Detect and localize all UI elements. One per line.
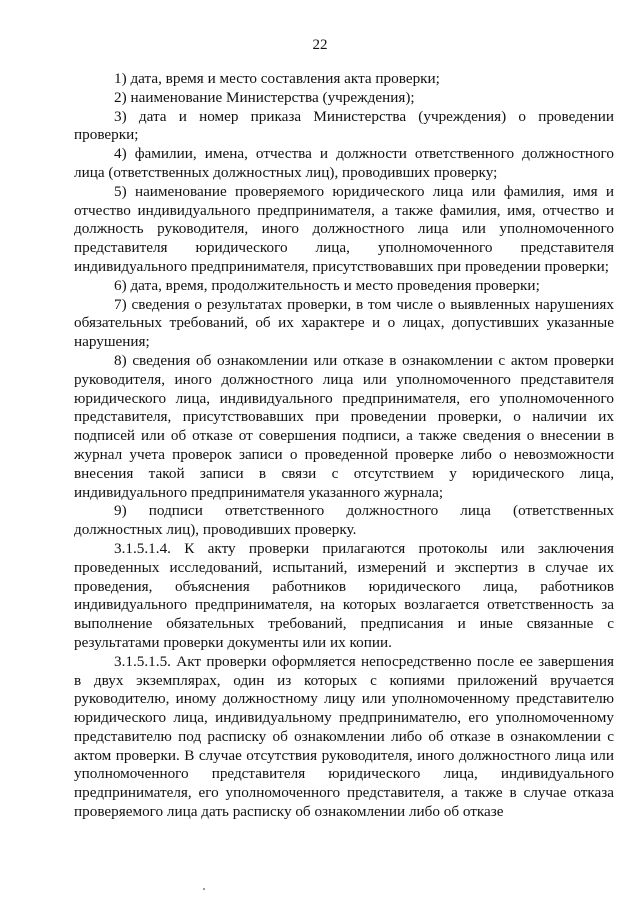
paragraph-item-9: 9) подписи ответственного должностного лица (ответственных должностных лиц), проводивших проверку.	[74, 502, 614, 539]
paragraph-item-2: 2) наименование Министерства (учреждения);	[114, 88, 415, 106]
paragraph-item-7: 7) сведения о результатах проверки, в том числе о выявленных нарушениях обязательных требований, об их характере и о лицах, допустивших указанные нарушения;	[74, 295, 614, 351]
body-text	[74, 70, 614, 822]
scan-speck	[203, 888, 205, 890]
paragraph-item-1: 1) дата, время и место составления акта проверки;	[114, 70, 440, 87]
page-number: 22	[312, 37, 328, 53]
paragraph-item-3: 3) дата и номер приказа Министерства (учреждения) о проведении проверки;	[74, 107, 614, 144]
paragraph-item-8: 8) сведения об ознакомлении или отказе в ознакомлении с актом проверки руководителя, иного должностного лица или уполномоченного представителя юридического лица, индивидуального предпринимателя, его уполномоченного представителя, присутствовавших при проведении проверки, о наличии их подписей или об отказе от совершения подписи, а также сведения о внесении в журнал учета проверок записи о проведенной проверке либо о невозможности внесения такой записи в связи с отсутствием у юридического лица, индивидуального предпринимателя указанного журнала;	[74, 351, 614, 501]
paragraph-item-6: 6) дата, время, продолжительность и место проведения проверки;	[114, 276, 540, 294]
paragraph-section-3-1-5-1-4: 3.1.5.1.4. К акту проверки прилагаются протоколы или заключения проведенных исследований, испытаний, измерений и экспертиз в случае их проведения, объяснения работников юридического лица, работников индивидуального предпринимателя, на которых возлагается ответственность за выполнение обязательных требований, предписания и иные связанные с результатами проверки документы или их копии.	[74, 539, 614, 651]
paragraph-item-4: 4) фамилии, имена, отчества и должности ответственного должностного лица (ответственных должностных лиц), проводивших проверку;	[74, 145, 614, 181]
paragraph-section-3-1-5-1-5: 3.1.5.1.5. Акт проверки оформляется непосредственно после ее завершения в двух экземплярах, один из которых с копиями приложений вручается руководителю, иному должностному лицу или уполномоченному представителю юридического лица, индивидуальному предпринимателю, его уполномоченному представителю под расписку об ознакомлении либо об отказе в ознакомлении с актом проверки. В случае отсутствия руководителя, иного должностного лица или уполномоченного представителя юридического лица, индивидуального предпринимателя, его уполномоченного представителя, а также в случае отказа проверяемого лица дать расписку об ознакомлении либо об отказе	[74, 652, 614, 821]
paragraph-item-5: 5) наименование проверяемого юридического лица или фамилия, имя и отчество индивидуального предпринимателя, а также фамилия, имя, отчество и должность руководителя, иного должностного лица или уполномоченного представителя юридического лица, уполномоченного представителя индивидуального предпринимателя, присутствовавших при проведении проверки;	[74, 182, 614, 275]
